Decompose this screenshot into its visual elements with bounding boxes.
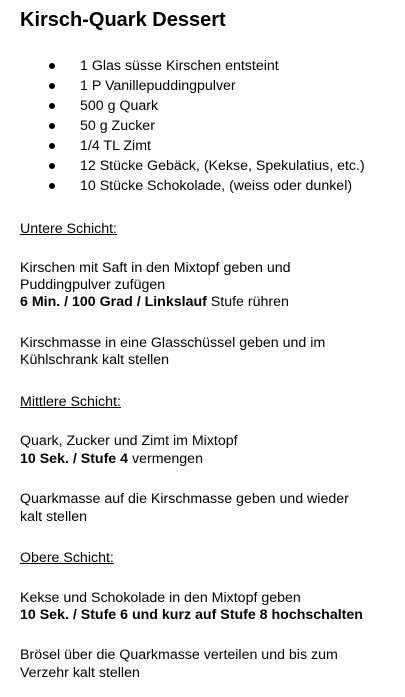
ingredient-text: 12 Stücke Gebäck, (Kekse, Spekulatius, etc.) [80,158,365,174]
bullet-icon [49,183,55,189]
ingredient-text: 1 Glas süsse Kirschen entsteint [80,58,279,74]
bullet-icon [49,143,55,149]
ingredient-text: 1/4 TL Zimt [80,138,151,154]
bullet-icon [49,163,55,169]
bullet-icon [49,63,55,69]
ingredient-text: 50 g Zucker [80,118,155,134]
ingredient-text: 10 Stücke Schokolade, (weiss oder dunkel) [80,178,353,194]
setting-rest: vermengen [128,451,203,467]
section-heading-mittlere: Mittlere Schicht: [20,394,121,410]
setting-rest: Stufe rühren [206,294,289,310]
setting-bold: 10 Sek. / Stufe 4 [20,451,129,467]
instruction-line: Kirschmasse in eine Glasschüssel geben und im [20,335,326,351]
ingredient-text: 500 g Quark [80,98,159,114]
bullet-icon [49,103,55,109]
instruction-line: kalt stellen [20,509,88,525]
instruction-line: Puddingpulver zufügen [20,277,166,293]
instruction-line: Quarkmasse auf die Kirschmasse geben und wieder [20,491,349,507]
instruction-setting-line [20,450,203,469]
setting-bold: 6 Min. / 100 Grad / Linkslauf [20,294,207,310]
instruction-setting-line [20,293,289,312]
bullet-icon [49,83,55,89]
recipe-title: Kirsch-Quark Dessert [20,9,226,31]
instruction-setting-line: 10 Sek. / Stufe 6 und kurz auf Stufe 8 hochschalten [20,607,363,623]
instruction-line: Kekse und Schokolade in den Mixtopf geben [20,590,301,606]
bullet-icon [49,123,55,129]
instruction-line: Quark, Zucker und Zimt im Mixtopf [20,433,238,449]
section-heading-untere: Untere Schicht: [20,221,117,237]
instruction-line: Kirschen mit Saft in den Mixtopf geben und [20,260,291,276]
section-heading-obere: Obere Schicht: [20,550,114,566]
instruction-line: Brösel über die Quarkmasse verteilen und bis zum [20,647,338,663]
instruction-line: Kühlschrank kalt stellen [20,352,170,368]
ingredient-text: 1 P Vanillepuddingpulver [80,78,236,94]
instruction-line: Verzehr kalt stellen [20,665,140,681]
